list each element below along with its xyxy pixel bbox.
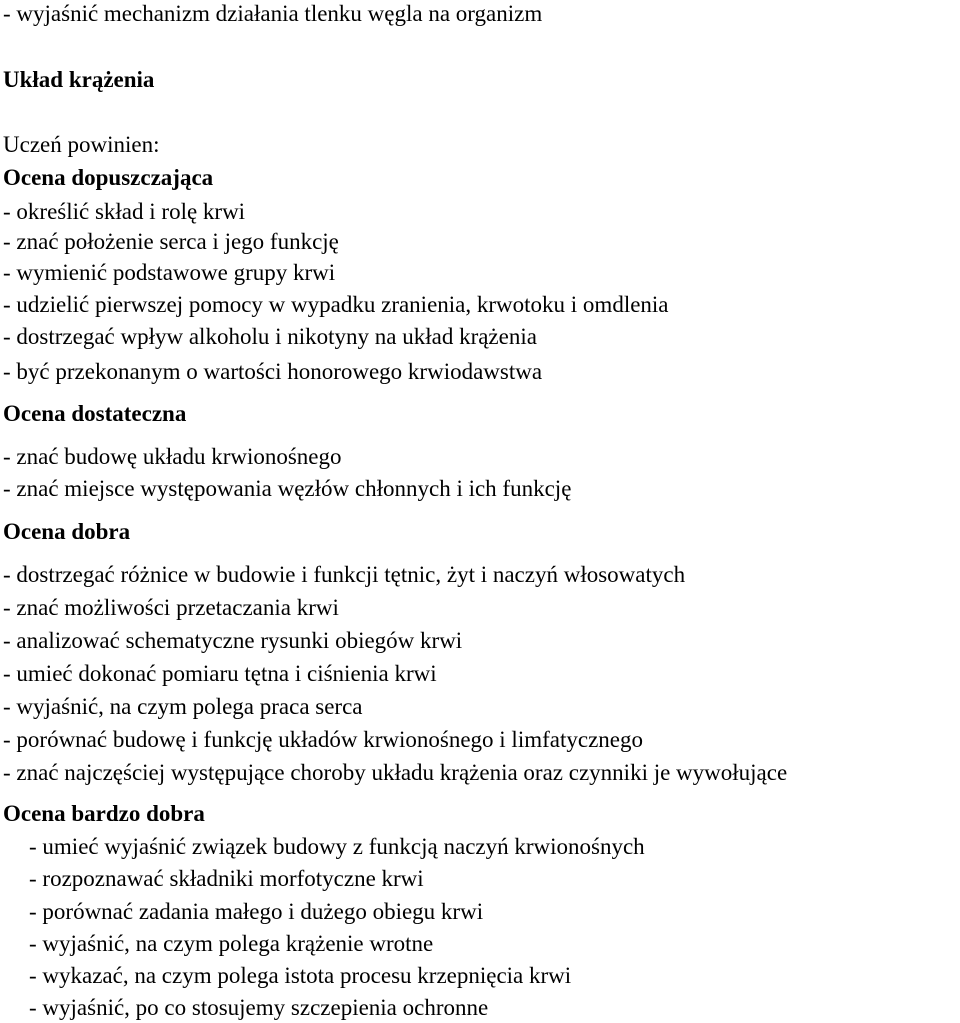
list-item: - znać budowę układu krwionośnego bbox=[3, 444, 342, 469]
section-title: Układ krążenia bbox=[3, 67, 155, 92]
list-item: - umieć dokonać pomiaru tętna i ciśnienia krwi bbox=[3, 661, 437, 686]
list-item: - wyjaśnić, po co stosujemy szczepienia ochronne bbox=[29, 995, 489, 1020]
list-item: - udzielić pierwszej pomocy w wypadku zranienia, krwotoku i omdlenia bbox=[3, 292, 669, 317]
grade-heading-bardzo-dobra: Ocena bardzo dobra bbox=[3, 801, 205, 826]
list-item: - być przekonanym o wartości honorowego krwiodawstwa bbox=[3, 359, 543, 384]
list-item: - wyjaśnić, na czym polega krążenie wrotne bbox=[29, 931, 434, 956]
list-item: - analizować schematyczne rysunki obiegów krwi bbox=[3, 628, 463, 653]
student-should-label: Uczeń powinien: bbox=[3, 132, 160, 157]
list-item: - dostrzegać różnice w budowie i funkcji tętnic, żyt i naczyń włosowatych bbox=[3, 562, 686, 587]
list-item: - wyjaśnić, na czym polega praca serca bbox=[3, 694, 363, 719]
list-item: - znać możliwości przetaczania krwi bbox=[3, 595, 339, 620]
list-item: - porównać zadania małego i dużego obiegu krwi bbox=[29, 899, 484, 924]
list-item: - wykazać, na czym polega istota procesu krzepnięcia krwi bbox=[29, 963, 572, 988]
list-item: - porównać budowę i funkcję układów krwionośnego i limfatycznego bbox=[3, 727, 643, 752]
list-item: - rozpoznawać składniki morfotyczne krwi bbox=[29, 866, 424, 891]
list-item: - znać najczęściej występujące choroby układu krążenia oraz czynniki je wywołujące bbox=[3, 760, 788, 785]
list-item: - znać miejsce występowania węzłów chłonnych i ich funkcję bbox=[3, 476, 572, 501]
list-item: - znać położenie serca i jego funkcję bbox=[3, 229, 339, 254]
grade-heading-dobra: Ocena dobra bbox=[3, 519, 131, 544]
grade-heading-dostateczna: Ocena dostateczna bbox=[3, 401, 187, 426]
grade-heading-dopuszczajaca: Ocena dopuszczająca bbox=[3, 165, 214, 190]
list-item: - umieć wyjaśnić związek budowy z funkcją naczyń krwionośnych bbox=[29, 834, 645, 859]
list-item: - określić skład i rolę krwi bbox=[3, 199, 246, 224]
list-item: - dostrzegać wpływ alkoholu i nikotyny na układ krążenia bbox=[3, 324, 537, 349]
list-item: - wymienić podstawowe grupy krwi bbox=[3, 260, 336, 285]
intro-line: - wyjaśnić mechanizm działania tlenku węgla na organizm bbox=[3, 1, 543, 26]
